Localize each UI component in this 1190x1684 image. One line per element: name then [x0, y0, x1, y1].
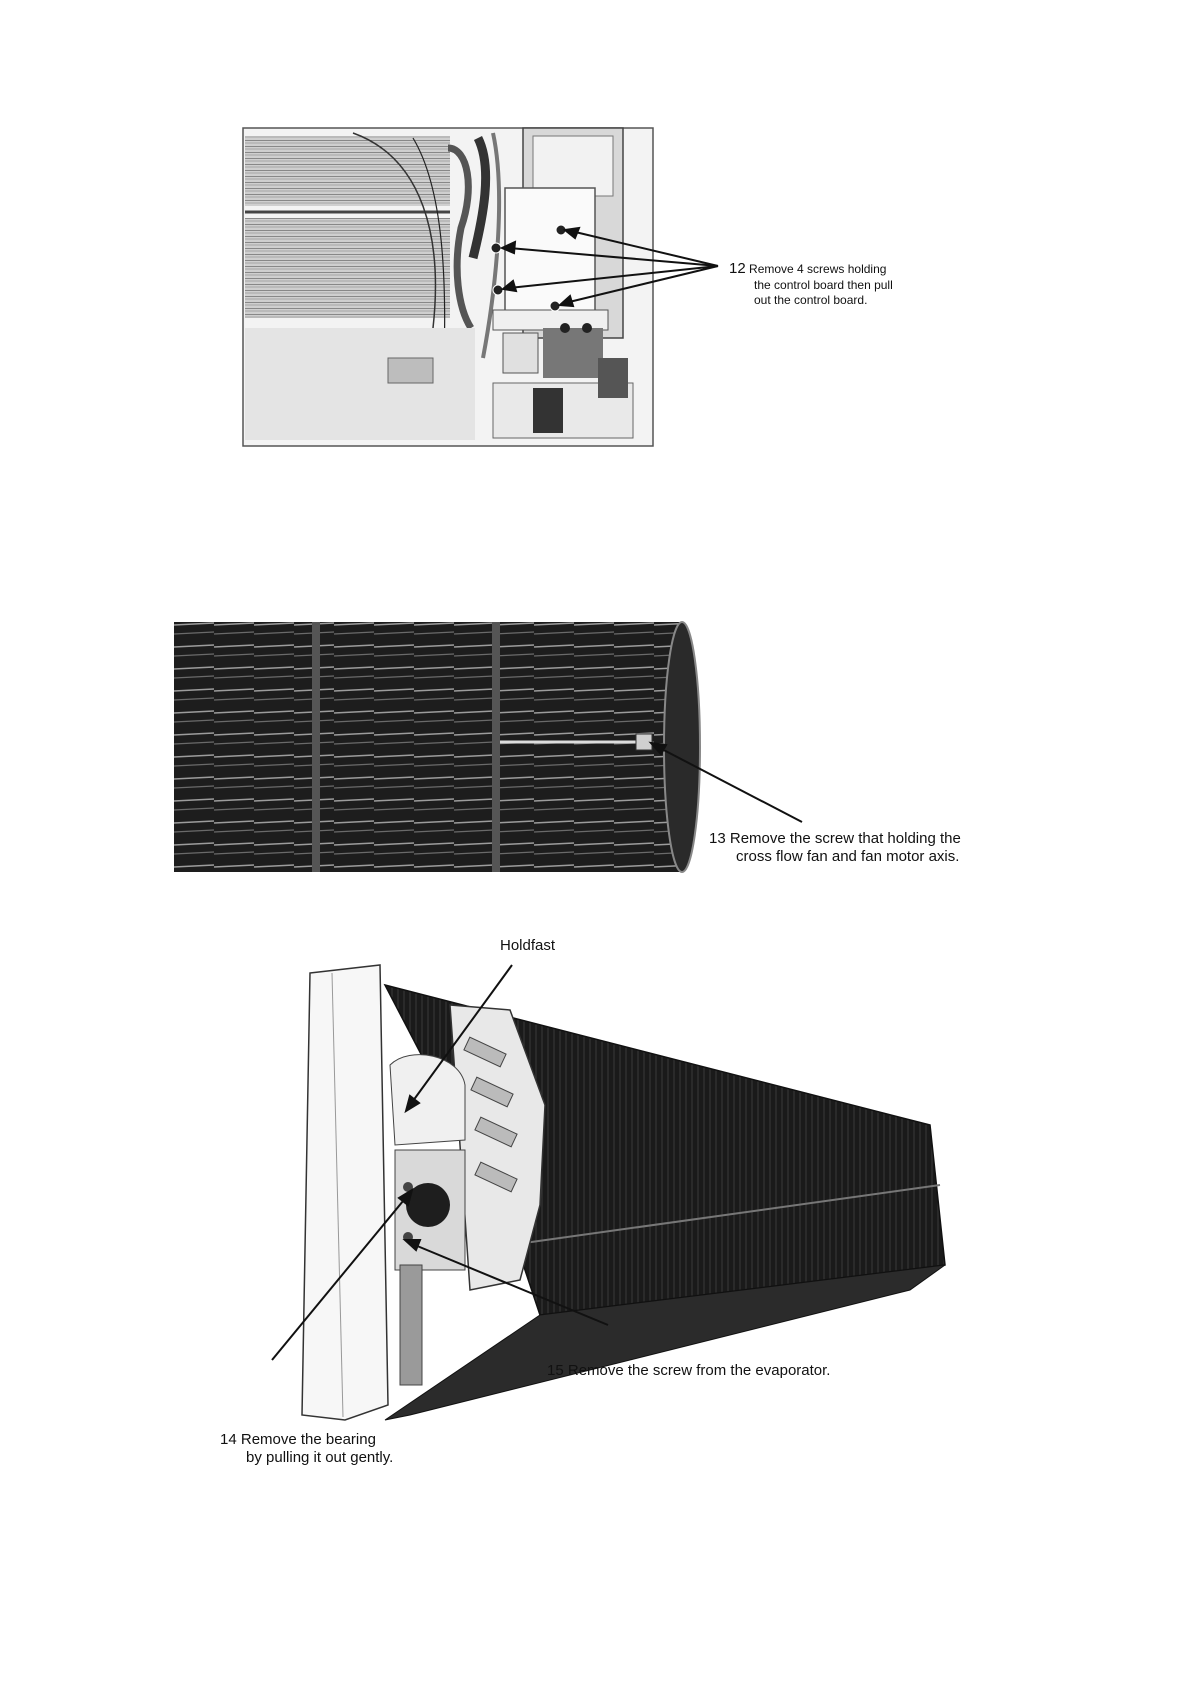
- step12-line3: out the control board.: [754, 292, 868, 307]
- step12-line1: Remove 4 screws holding: [749, 262, 887, 276]
- step15-text: Remove the screw from the evaporator.: [567, 1362, 831, 1379]
- step13-line2: cross flow fan and fan motor axis.: [736, 848, 960, 866]
- cross-flow-fan-photo: [174, 622, 994, 872]
- step12-number: 12: [729, 260, 746, 277]
- step15-callout: [547, 1362, 830, 1380]
- step13-line1: Remove the screw that holding the: [729, 830, 961, 847]
- evaporator-photo: [210, 937, 950, 1485]
- step13-number: 13: [709, 830, 726, 847]
- step15-number: 15: [547, 1362, 564, 1379]
- step12-line2: the control board then pull: [754, 278, 893, 293]
- step14-callout: [220, 1431, 393, 1468]
- evaporator-illustration: [210, 965, 950, 1485]
- holdfast-label: Holdfast: [500, 937, 556, 954]
- step13-callout: [709, 830, 961, 867]
- step14-line2: by pulling it out gently.: [246, 1449, 394, 1467]
- control-board-photo: [243, 128, 913, 448]
- step14-line1: Remove the bearing: [240, 1431, 376, 1448]
- step14-number: 14: [220, 1431, 237, 1448]
- step12-callout: [729, 260, 893, 308]
